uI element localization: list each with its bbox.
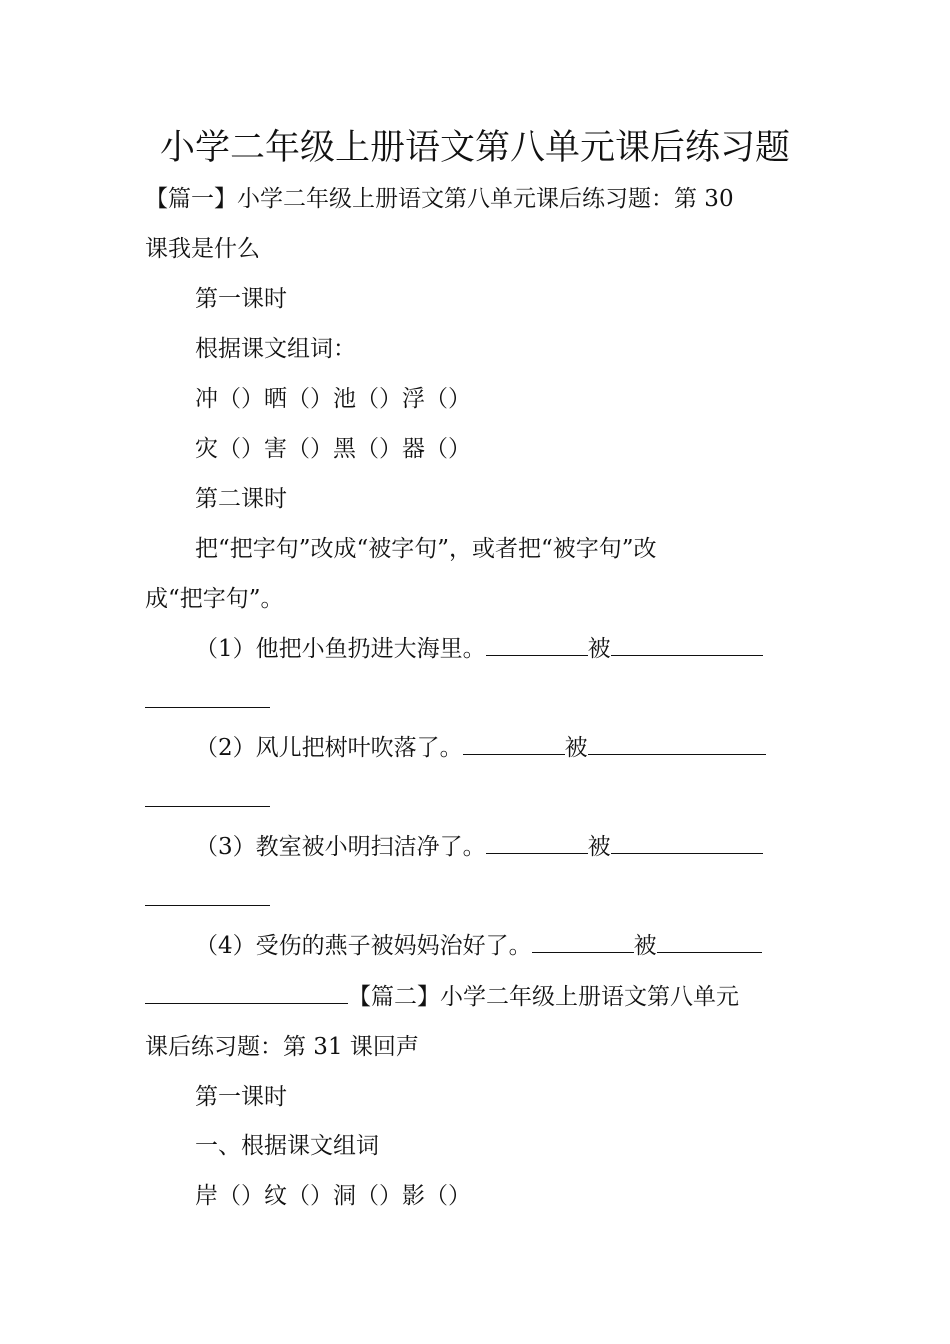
bei-label: 被	[633, 933, 657, 959]
answer-blank-continuation	[145, 905, 270, 906]
section1-heading-line1: 【篇一】小学二年级上册语文第八单元课后练习题：第 30	[145, 186, 734, 212]
question-4-text: （4）受伤的燕子被妈妈治好了。	[195, 933, 532, 959]
words-row-1: 冲（）晒（）池（）浮（）	[195, 386, 471, 412]
question-3	[195, 830, 763, 864]
answer-blank	[486, 831, 588, 854]
lesson2-label: 第二课时	[195, 486, 287, 512]
question-1	[195, 632, 763, 666]
answer-blank-continuation	[145, 707, 270, 708]
words-row-2: 灾（）害（）黑（）器（）	[195, 436, 471, 462]
sentence-conversion-instruction-line1: 把“把字句”改成“被字句”，或者把“被字句”改	[195, 536, 657, 562]
question-1-text: （1）他把小鱼扔进大海里。	[195, 636, 486, 662]
lesson1-label: 第一课时	[195, 286, 287, 312]
bei-label: 被	[587, 834, 611, 860]
group-words-instruction: 根据课文组词：	[195, 336, 356, 362]
answer-blank	[611, 633, 763, 656]
sentence-conversion-instruction-line2: 成“把字句”。	[145, 586, 284, 612]
question-2	[195, 731, 766, 765]
section2-heading-line2: 课后练习题：第 31 课回声	[145, 1034, 419, 1060]
answer-blank	[486, 633, 588, 656]
answer-blank	[588, 732, 766, 755]
answer-blank-continuation	[145, 806, 270, 807]
answer-blank	[611, 831, 763, 854]
answer-blank	[145, 981, 348, 1004]
section1-heading-line2: 课我是什么	[145, 236, 260, 262]
question-3-text: （3）教室被小明扫洁净了。	[195, 834, 486, 860]
section2-heading-line1	[145, 980, 739, 1014]
words-row-3: 岸（）纹（）洞（）影（）	[195, 1183, 471, 1209]
document-title: 小学二年级上册语文第八单元课后练习题	[159, 128, 790, 168]
group-words-instruction-section2: 一、根据课文组词	[195, 1133, 379, 1159]
bei-label: 被	[587, 636, 611, 662]
answer-blank	[657, 930, 762, 953]
question-2-text: （2）风儿把树叶吹落了。	[195, 735, 463, 761]
answer-blank	[532, 930, 634, 953]
lesson1-label-section2: 第一课时	[195, 1084, 287, 1110]
bei-label: 被	[564, 735, 588, 761]
answer-blank	[463, 732, 565, 755]
question-4	[195, 929, 762, 963]
section2-heading-text: 【篇二】小学二年级上册语文第八单元	[348, 984, 739, 1010]
